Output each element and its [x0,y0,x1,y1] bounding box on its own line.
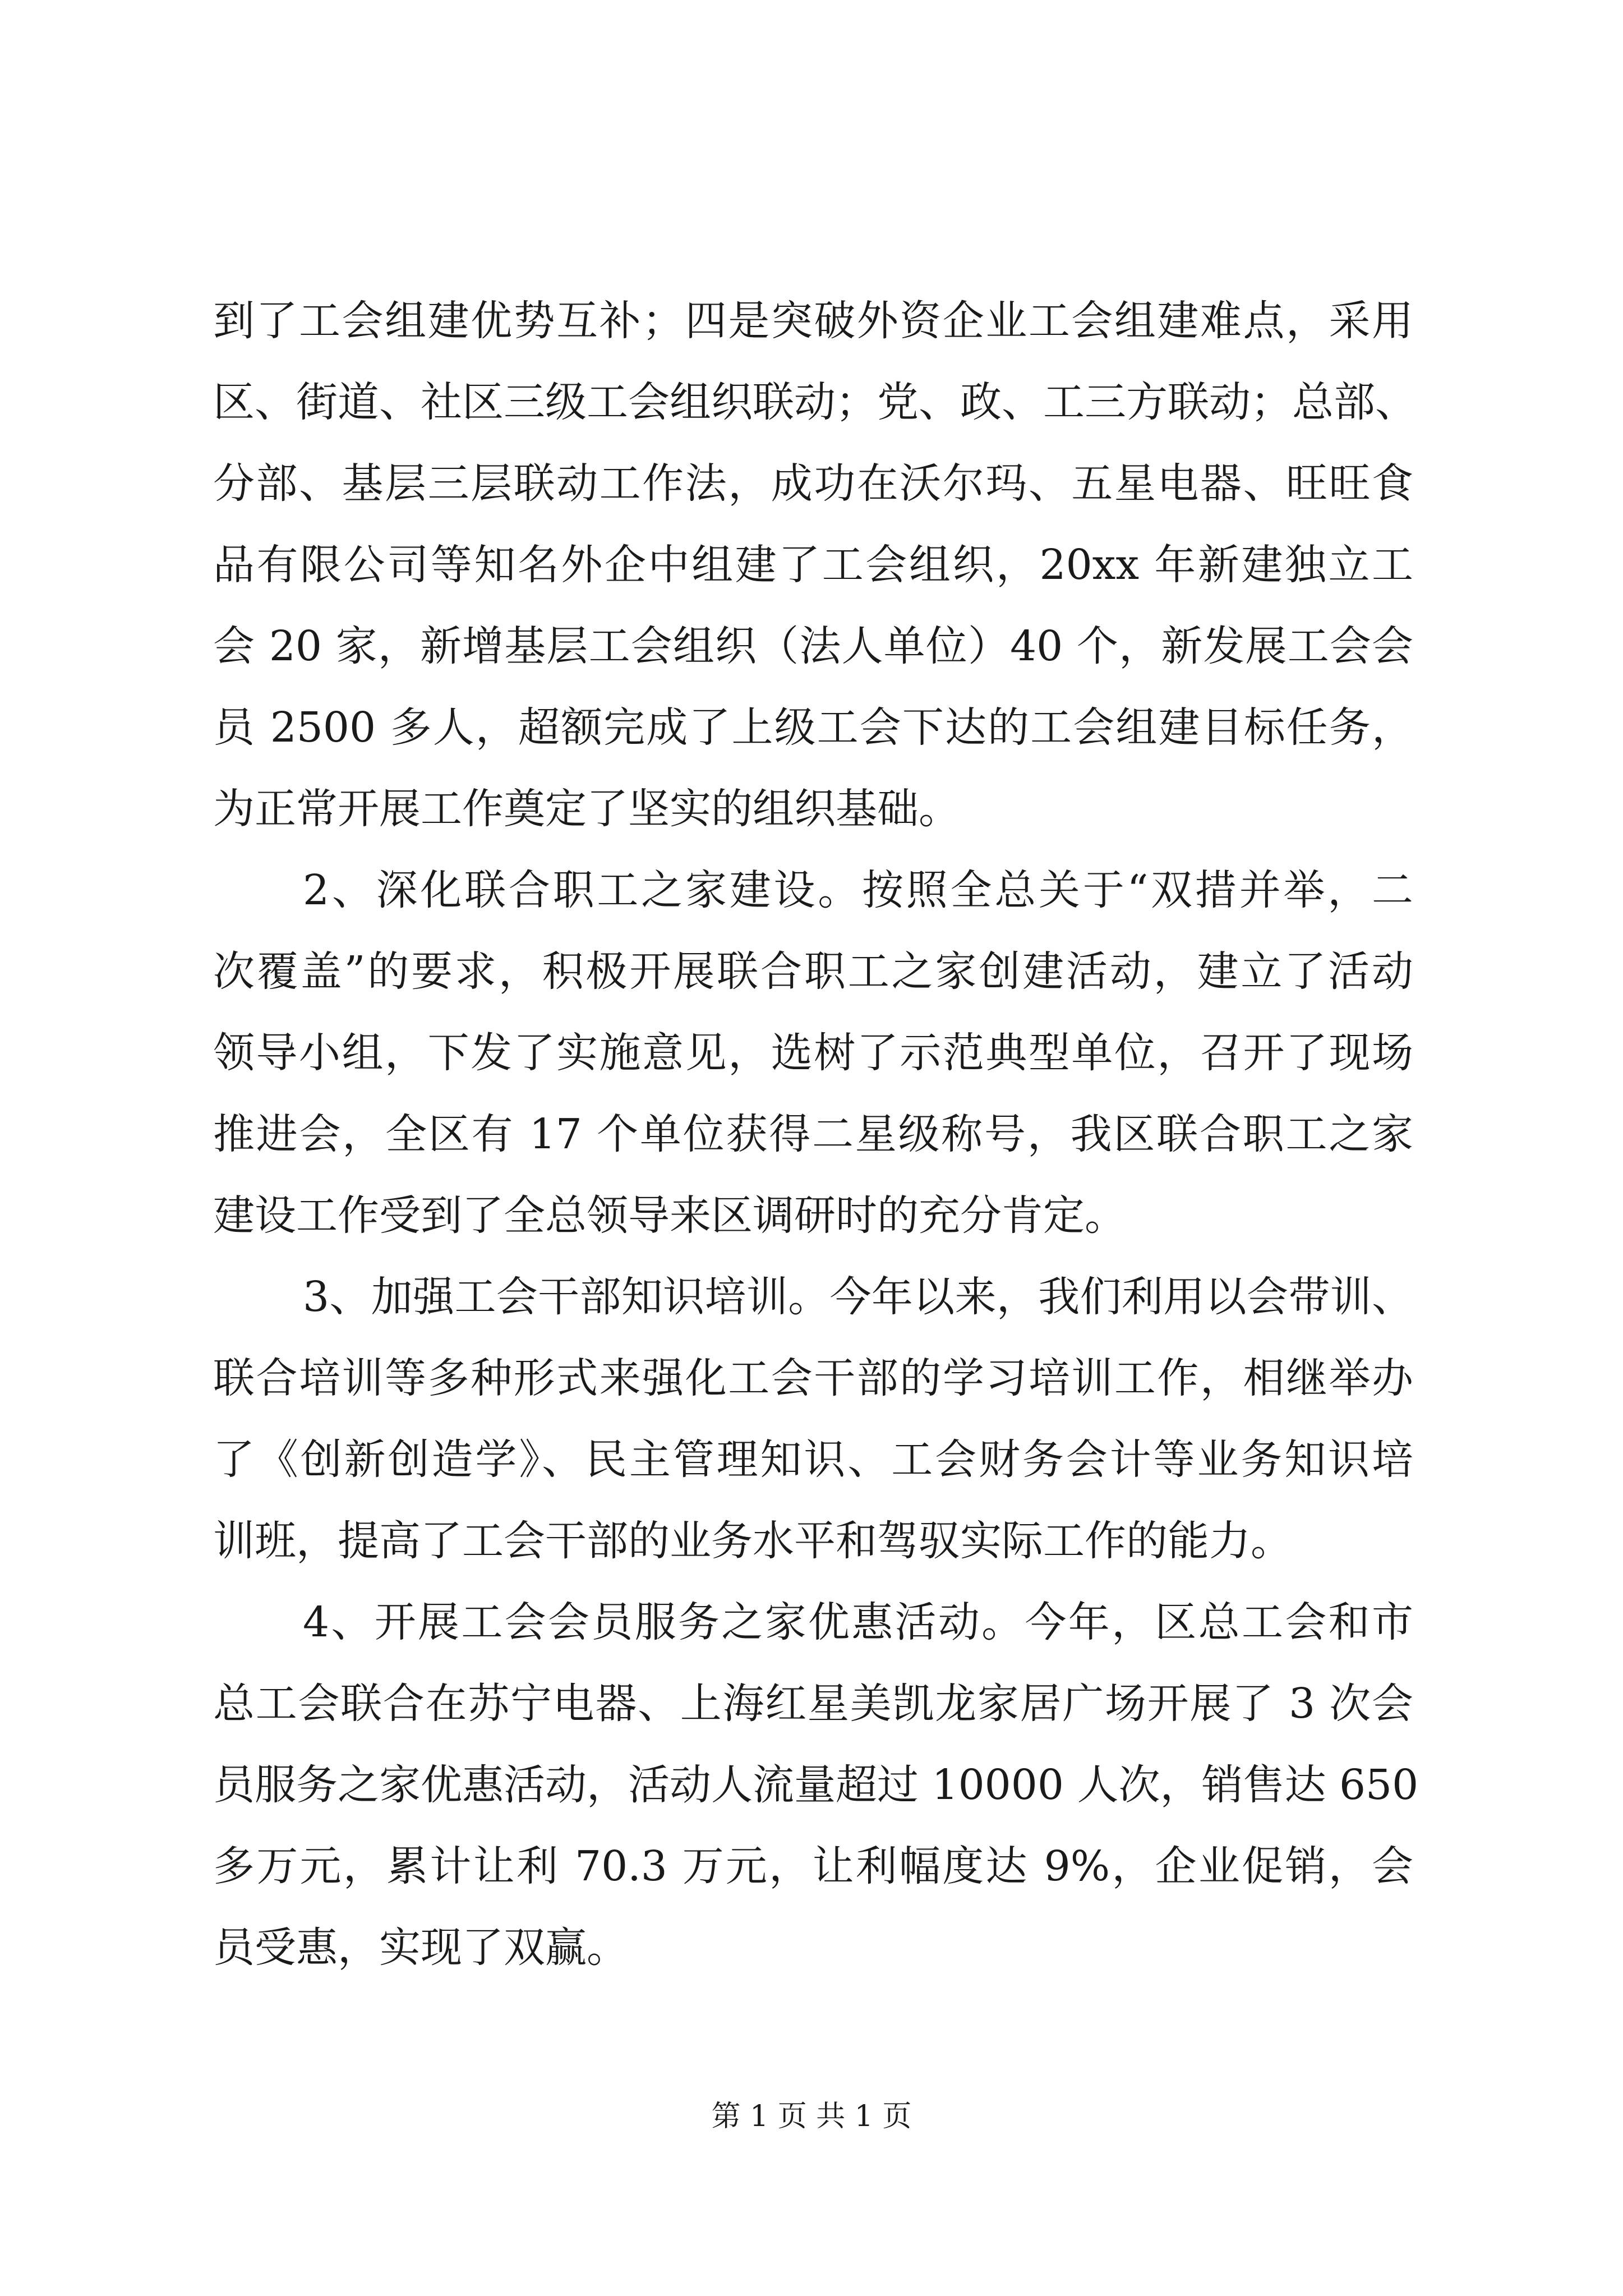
text-line: 推进会，全区有 17 个单位获得二星级称号，我区联合职工之家 [213,1110,1413,1158]
text-line: 分部、基层三层联动工作法，成功在沃尔玛、五星电器、旺旺食 [213,459,1413,508]
paragraph-3-first-line: 3、加强工会干部知识培训。今年以来，我们利用以会带训、 [303,1273,1413,1321]
text-line: 品有限公司等知名外企中组建了工会组织，20xx 年新建独立工 [213,541,1413,589]
text-line: 会 20 家，新增基层工会组织（法人单位）40 个，新发展工会会 [213,622,1413,670]
paragraph-4-first-line: 4、开展工会会员服务之家优惠活动。今年，区总工会和市 [303,1598,1413,1646]
text-line: 区、街道、社区三级工会组织联动；党、政、工三方联动；总部、 [213,378,1417,426]
text-line: 次覆盖”的要求，积极开展联合职工之家创建活动，建立了活动 [213,947,1413,996]
text-line: 总工会联合在苏宁电器、上海红星美凯龙家居广场开展了 3 次会 [213,1680,1413,1728]
text-line: 员 2500 多人，超额完成了上级工会下达的工会组建目标任务， [213,703,1413,752]
text-line: 员受惠，实现了双赢。 [213,1924,628,1972]
text-line: 领导小组，下发了实施意见，选树了示范典型单位，召开了现场 [213,1029,1413,1077]
page-footer: 第 1 页 共 1 页 [711,2100,912,2133]
text-line: 联合培训等多种形式来强化工会干部的学习培训工作，相继举办 [213,1354,1413,1402]
text-line: 到了工会组建优势互补；四是突破外资企业工会组建难点，采用 [213,297,1413,345]
text-line: 多万元，累计让利 70.3 万元，让利幅度达 9%，企业促销，会 [213,1842,1413,1890]
text-line: 了《创新创造学》、民主管理知识、工会财务会计等业务知识培 [213,1435,1413,1484]
text-line: 建设工作受到了全总领导来区调研时的充分肯定。 [213,1191,1126,1240]
text-line: 训班，提高了工会干部的业务水平和驾驭实际工作的能力。 [213,1517,1292,1565]
body-text [213,280,1419,1989]
text-line: 为正常开展工作奠定了坚实的组织基础。 [213,785,960,833]
text-line: 员服务之家优惠活动，活动人流量超过 10000 人次，销售达 650 [213,1761,1419,1809]
paragraph-2-first-line: 2、深化联合职工之家建设。按照全总关于“双措并举，二 [303,866,1413,914]
